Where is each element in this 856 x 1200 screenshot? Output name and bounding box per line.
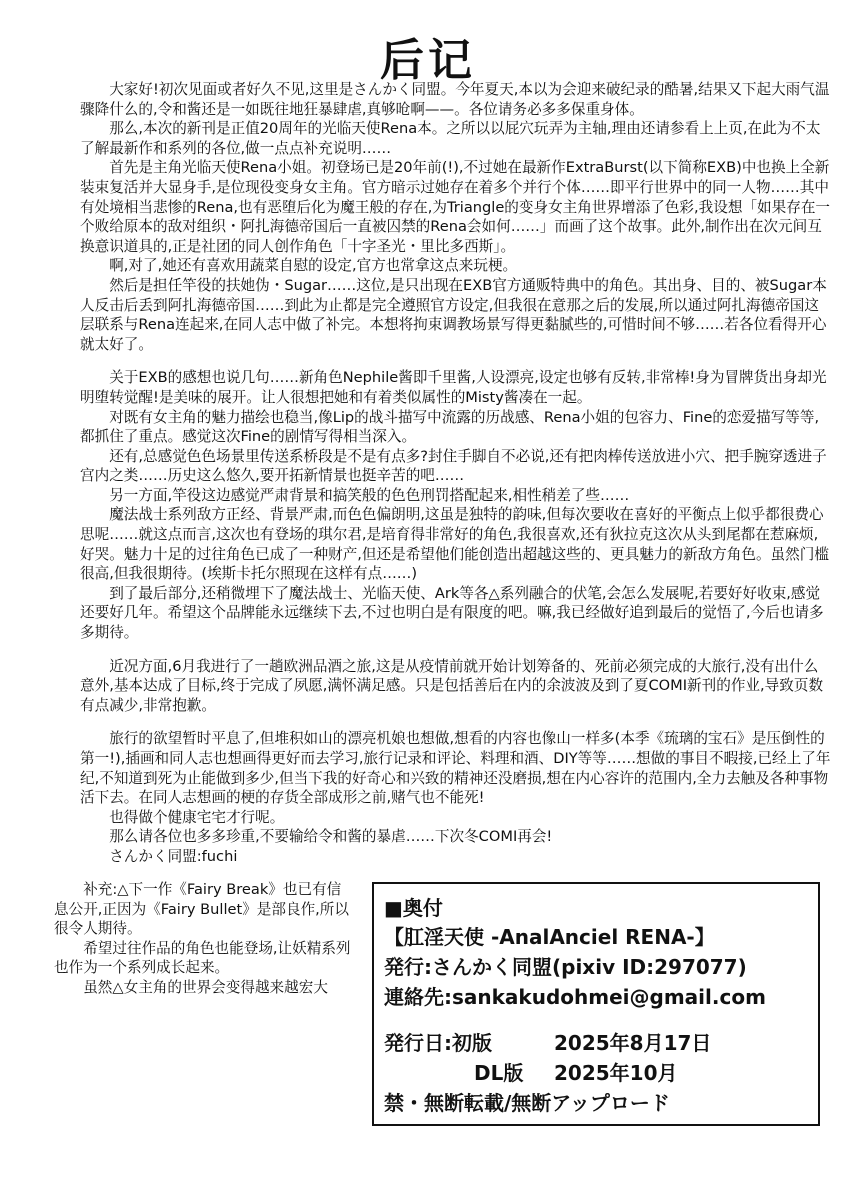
note-paragraph: 虽然△女主角的世界会变得越来越宏大 [83,978,328,996]
paragraph: 近况方面,6月我进行了一趟欧洲品酒之旅,这是从疫情前就开始计划筹备的、死前必须完成的大旅行,没有出什么意外,基本达成了目标,终于完成了夙愿,满怀满足感。只是包括善后在内的余波波及到了夏COMI新刊的作业,导致页数有点减少,非常抱歉。 [80,657,824,714]
paragraph: さんかく同盟:fuchi [109,847,238,865]
colophon-box [372,882,820,1126]
dl-edition-row [384,1058,808,1088]
afterword-body [80,80,832,867]
note-paragraph: 补充:△下一作《Fairy Break》也已有信息公开,正因为《Fairy Bullet》是部良作,所以很令人期待。 [54,881,349,938]
paragraph: 关于EXB的感想也说几句……新角色Nephile酱即千里酱,人设漂亮,设定也够有反转,非常棒!身为冒牌货出身却光明堕转觉醒!是美味的展开。让人很想把她和有着类似属性的Misty酱凑在一起。 [80,369,827,406]
first-edition-date: 2025年8月17日 [554,1031,712,1055]
paragraph: 魔法战士系列敌方正经、背景严肃,而色色偏朗明,这虽是独特的韵味,但每次要收在喜好的平衡点上似乎都很费心思呢……就这点而言,这次也有登场的琪尔君,是培育得非常好的角色,我很喜欢,还有狄拉克这次从头到尾都在惹麻烦,好哭。魅力十足的过往角色已成了一种财产,但还是希望他们能创造出超越这些的、更具魅力的新敌方角色。虽然门槛很高,但我很期待。(埃斯卡托尔照现在这样有点……) [80,506,829,583]
work-title: 【肛淫天使 -AnalAnciel RENA-】 [384,925,715,949]
colophon-heading: ■奥付 [384,896,443,920]
paragraph: 旅行的欲望暂时平息了,但堆积如山的漂亮机娘也想做,想看的内容也像山一样多(本季《琉璃的宝石》是压倒性的第一!),插画和同人志也想画得更好而去学习,旅行记录和评论、料理和酒、DIY等等……想做的事目不暇接,已经上了年纪,不知道到死为止能做到多少,但当下我的好奇心和兴致的精神还没磨损,想在内心容许的范围内,全力去触及各种事物活下去。在同人志想画的梗的存货全部成形之前,赌气也不能死! [80,730,831,807]
reprint-notice: 禁・無断転載/無断アップロード [384,1091,670,1115]
supplementary-notes [54,880,354,998]
first-edition-label: 発行日:初版 [384,1031,492,1055]
paragraph: 那么,本次的新刊是正值20周年的光临天使Rena本。之所以以屁穴玩弄为主轴,理由还请参看上上页,在此为不太了解最新作和系列的各位,做一点点补充说明…… [80,120,821,157]
paragraph: 另一方面,竿役这边感觉严肃背景和搞笑般的色色刑罚搭配起来,相性稍差了些…… [109,486,630,504]
paragraph: 还有,总感觉色色场景里传送系桥段是不是有点多?封住手脚自不必说,还有把肉棒传送放进小穴、把手腕穿透进子宫内之类……历史这么悠久,要开拓新情景也挺辛苦的吧…… [80,447,827,485]
paragraph: 然后是担任竿役的扶她伪・Sugar……这位,是只出现在EXB官方通贩特典中的角色。其出身、目的、被Sugar本人反击后丢到阿扎海德帝国……到此为止都是完全遵照官方设定,但我很在意那之后的发展,所以通过阿扎海德帝国这层联系与Rena连起来,在同人志中做了补完。本想将拘束调教场景写得更黏腻些的,可惜时间不够……若各位看得开心就太好了。 [80,276,827,353]
note-paragraph: 希望过往作品的角色也能登场,让妖精系列也作为一个系列成长起来。 [54,939,351,977]
paragraph: 也得做个健康宅宅才行呢。 [109,808,285,826]
paragraph: 对既有女主角的魅力描绘也稳当,像Lip的战斗描写中流露的历战感、Rena小姐的包容力、Fine的恋爱描写等等,都抓住了重点。感觉这次Fine的剧情写得相当深入。 [80,408,820,446]
contact-line: 連絡先:sankakudohmei@gmail.com [384,985,766,1009]
first-edition-row [384,1028,808,1058]
paragraph: 那么请各位也多多珍重,不要输给令和酱的暴虐……下次冬COMI再会! [109,828,553,846]
page-title: 后记 [380,35,476,86]
dl-edition-date: 2025年10月 [554,1061,678,1085]
publisher-line: 発行:さんかく同盟(pixiv ID:297077) [384,955,747,979]
paragraph: 到了最后部分,还稍微埋下了魔法战士、光临天使、Ark等各△系列融合的伏笔,会怎么发展呢,若要好好收束,感觉还要好几年。希望这个品牌能永远继续下去,不过也明白是有限度的吧。嘛,我已经做好追到最后的觉悟了,今后也请多多期待。 [80,584,824,642]
paragraph: 首先是主角光临天使Rena小姐。初登场已是20年前(!),不过她在最新作ExtraBurst(以下简称EXB)中也换上全新装束复活并大显身手,是位现役变身女主角。官方暗示过她存在着多个并行个体……即平行世界中的同一人物……其中有处境相当悲惨的Rena,也有恶堕后化为魔王般的存在,为Triangle的变身女主角世界增添了色彩,我设想「如果存在一个败给原本的敌对组织・阿扎海德帝国后一直被囚禁的Rena会如何……」而画了这个故事。此外,制作出在次元间互换意识道具的,正是社团的同人创作角色「十字圣光・里比多西斯」。 [80,159,831,255]
paragraph: 啊,对了,她还有喜欢用蔬菜自慰的设定,官方也常拿这点来玩梗。 [109,257,518,275]
dl-edition-label: DL版 [474,1061,524,1085]
paragraph: 大家好!初次见面或者好久不见,这里是さんかく同盟。今年夏天,本以为会迎来破纪录的酷暑,结果又下起大雨气温骤降什么的,令和酱还是一如既往地狂暴肆虐,真够呛啊——。各位请务必多多保重身体。 [80,81,830,118]
